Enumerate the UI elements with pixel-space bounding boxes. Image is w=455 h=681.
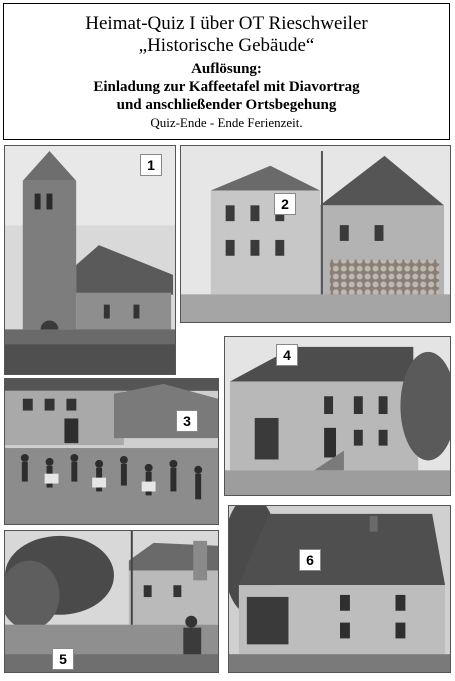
quiz-end-note: Quiz-Ende - Ende Ferienzeit. <box>150 115 303 130</box>
old-house-photo-image <box>229 506 450 672</box>
photo-1 <box>4 145 176 375</box>
quiz-subtitle: „Historische Gebäude“ <box>138 35 315 56</box>
photo-number-6: 6 <box>299 549 321 571</box>
photo-number-2: 2 <box>274 193 296 215</box>
photo-number-4: 4 <box>276 344 298 366</box>
photo-number-3: 3 <box>176 410 198 432</box>
quiz-header <box>3 3 450 140</box>
photo-3 <box>4 378 219 525</box>
invitation-line-2: und anschließender Ortsbegehung <box>116 97 337 113</box>
resolution-label: Auflösung: <box>191 61 262 77</box>
photo-number-1: 1 <box>140 154 162 176</box>
quiz-title: Heimat-Quiz I über OT Rieschweiler <box>85 13 368 34</box>
courtyard-photo-image <box>5 379 218 524</box>
photo-number-5: 5 <box>52 648 74 670</box>
photo-6 <box>228 505 451 673</box>
church-photo-image <box>5 146 175 374</box>
photo-4 <box>224 336 451 496</box>
farmhouse-photo-image <box>225 337 450 495</box>
invitation-line-1: Einladung zur Kaffeetafel mit Diavortrag <box>93 79 360 95</box>
house-woodpile-photo-image <box>181 146 450 322</box>
photo-2 <box>180 145 451 323</box>
village-street-photo-image <box>5 531 218 672</box>
photo-5 <box>4 530 219 673</box>
